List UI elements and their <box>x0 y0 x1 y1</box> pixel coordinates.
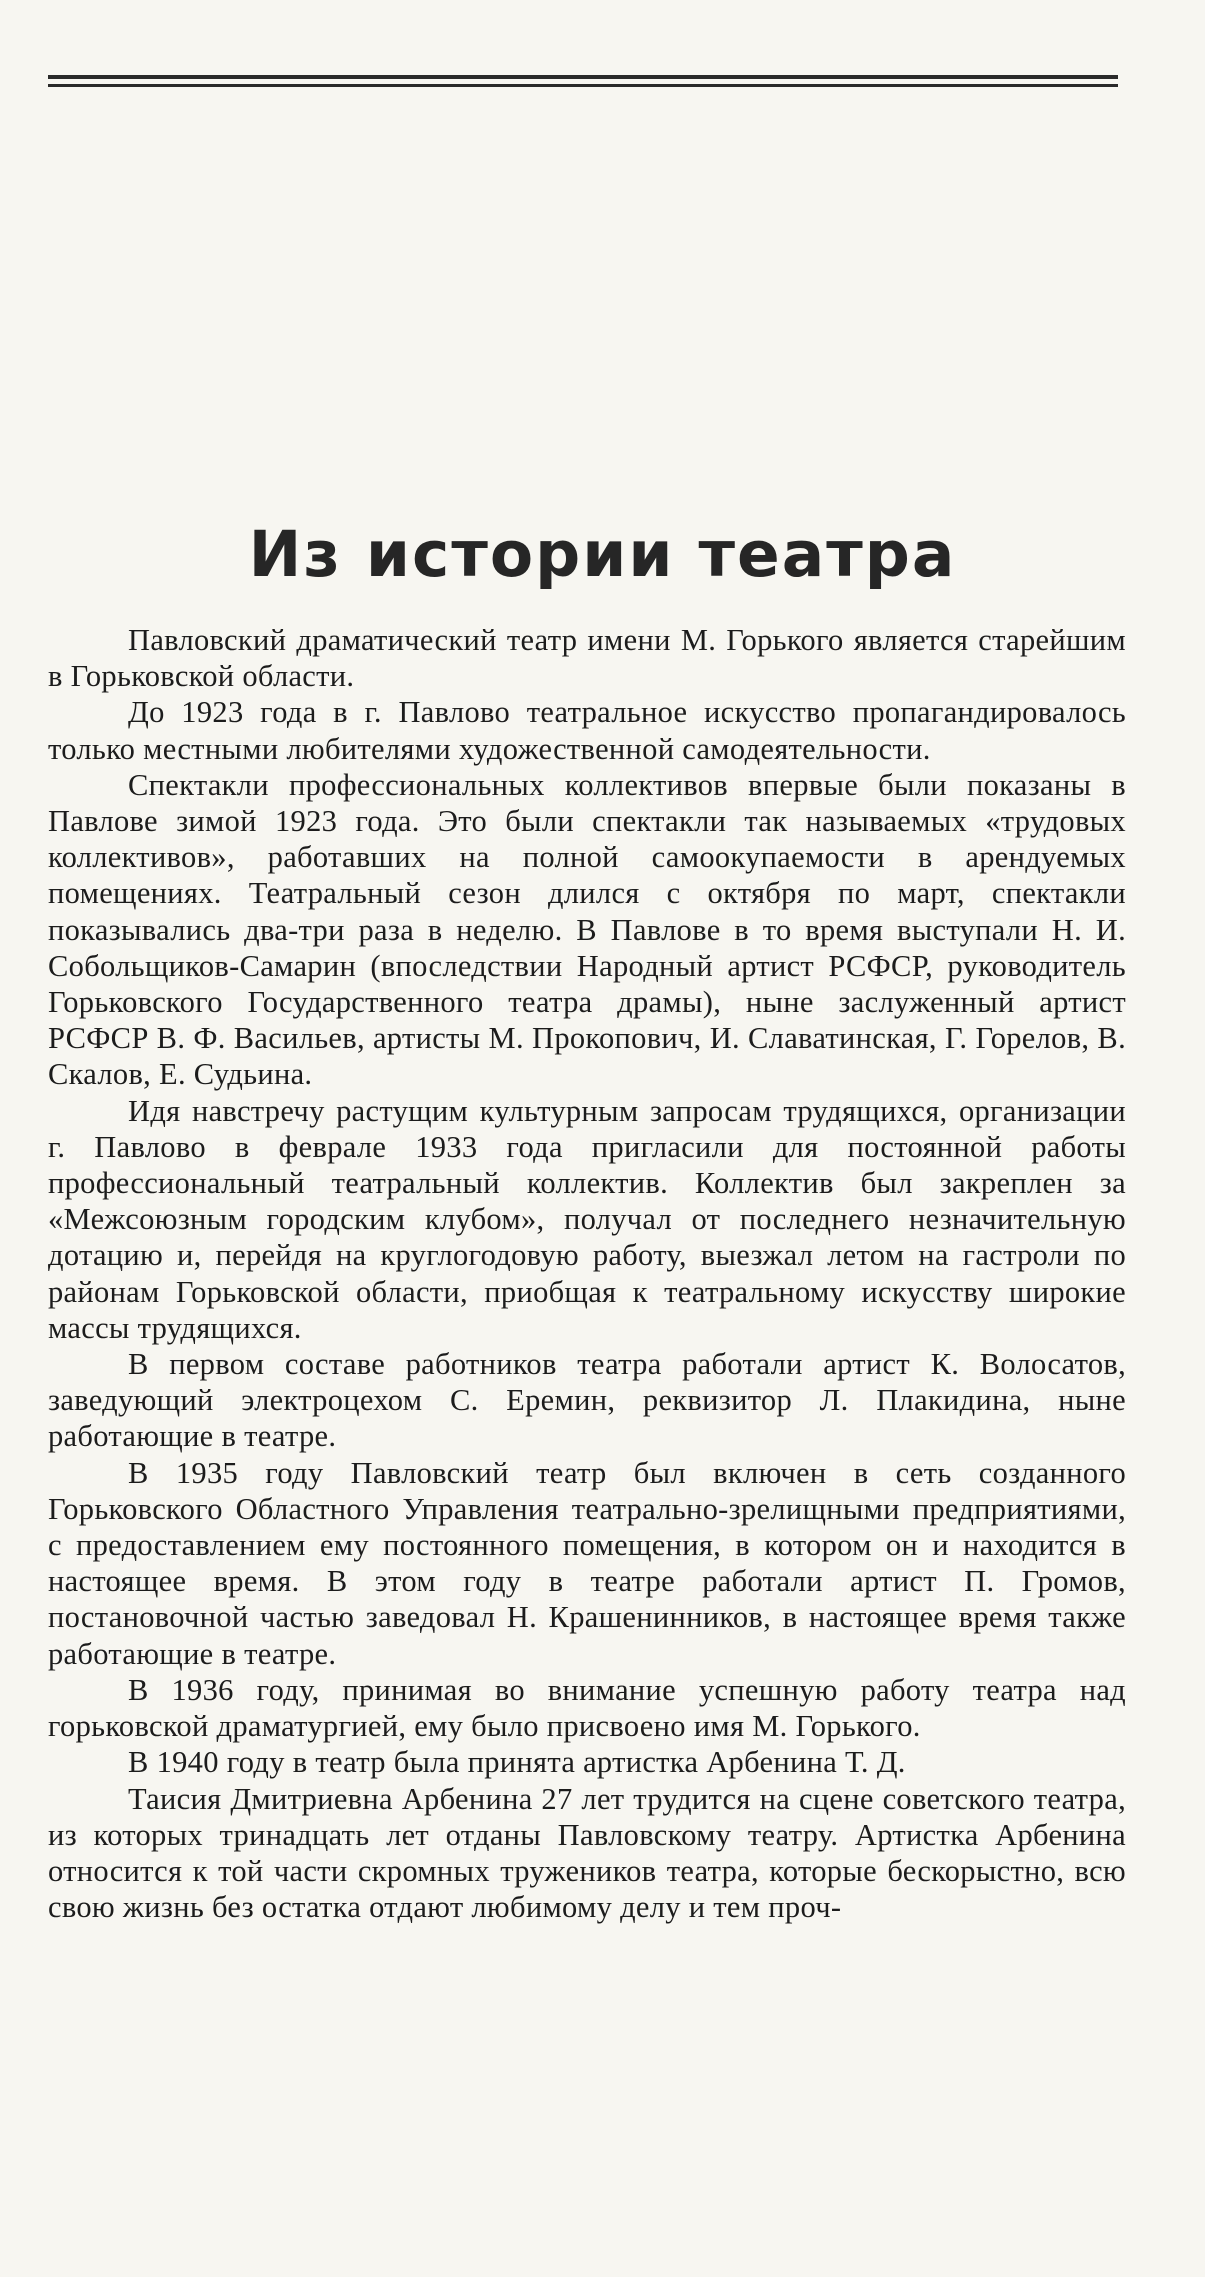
top-double-rule-upper <box>48 75 1118 79</box>
page-title: Из истории театра <box>248 518 957 591</box>
article-body <box>48 622 1126 1925</box>
paragraph: В первом составе работников театра работали артист К. Волосатов, заведующий электроцехом С. Еремин, реквизитор Л. Плакидина, ныне работающие в театре. <box>48 1347 1126 1454</box>
paragraph: Павловский драматический театр имени М. Горького является старейшим в Горьковской области. <box>48 623 1126 694</box>
paragraph: Идя навстречу растущим культурным запросам трудящихся, организации г. Павлово в феврале 1933 года пригласили для постоянной работы профессиональный театральный коллектив. Коллектив был закреплен за «Межсоюзным городским клубом», получал от последнего незначительную дотацию и, перейдя на круглогодовую работу, выезжал летом на гастроли по районам Горьковской области, приобщая к театральному искусству широкие массы трудящихся. <box>48 1093 1126 1345</box>
paragraph: Таисия Дмитриевна Арбенина 27 лет трудится на сцене советского театра, из которых тринадцать лет отданы Павловскому театру. Артистка Арбенина относится к той части скромных тружеников театра, которые бескорыстно, всю свою жизнь без остатка отдают любимому делу и тем проч- <box>48 1781 1126 1925</box>
paragraph: До 1923 года в г. Павлово театральное искусство пропагандировалось только местными любителями художественной самодеятельности. <box>48 695 1126 766</box>
paragraph: В 1935 году Павловский театр был включен в сеть созданного Горьковского Областного Управления театрально-зрелищными предприятиями, с предоставлением ему постоянного помещения, в котором он и находится в настоящее время. В этом году в театре работали артист П. Громов, постановочной частью заведовал Н. Крашенинников, в настоящее время также работающие в театре. <box>48 1455 1126 1671</box>
top-double-rule-lower <box>48 84 1118 87</box>
paragraph: Спектакли профессиональных коллективов впервые были показаны в Павлове зимой 1923 года. Это были спектакли так называемых «трудовых коллективов», работавших на полной самоокупаемости в арендуемых помещениях. Театральный сезон длился с октября по март, спектакли показывались два-три раза в неделю. В Павлове в то время выступали Н. И. Собольщиков-Самарин (впоследствии Народный артист РСФСР, руководитель Горьковского Государственного театра драмы), ныне заслуженный артист РСФСР В. Ф. Васильев, артисты М. Прокопович, И. Славатинская, Г. Горелов, В. Скалов, Е. Судьина. <box>48 767 1126 1092</box>
paragraph: В 1936 году, принимая во внимание успешную работу театра над горьковской драматургией, ему было присвоено имя М. Горького. <box>48 1672 1126 1744</box>
paragraph: В 1940 году в театр была принята артистка Арбенина Т. Д. <box>128 1745 906 1780</box>
